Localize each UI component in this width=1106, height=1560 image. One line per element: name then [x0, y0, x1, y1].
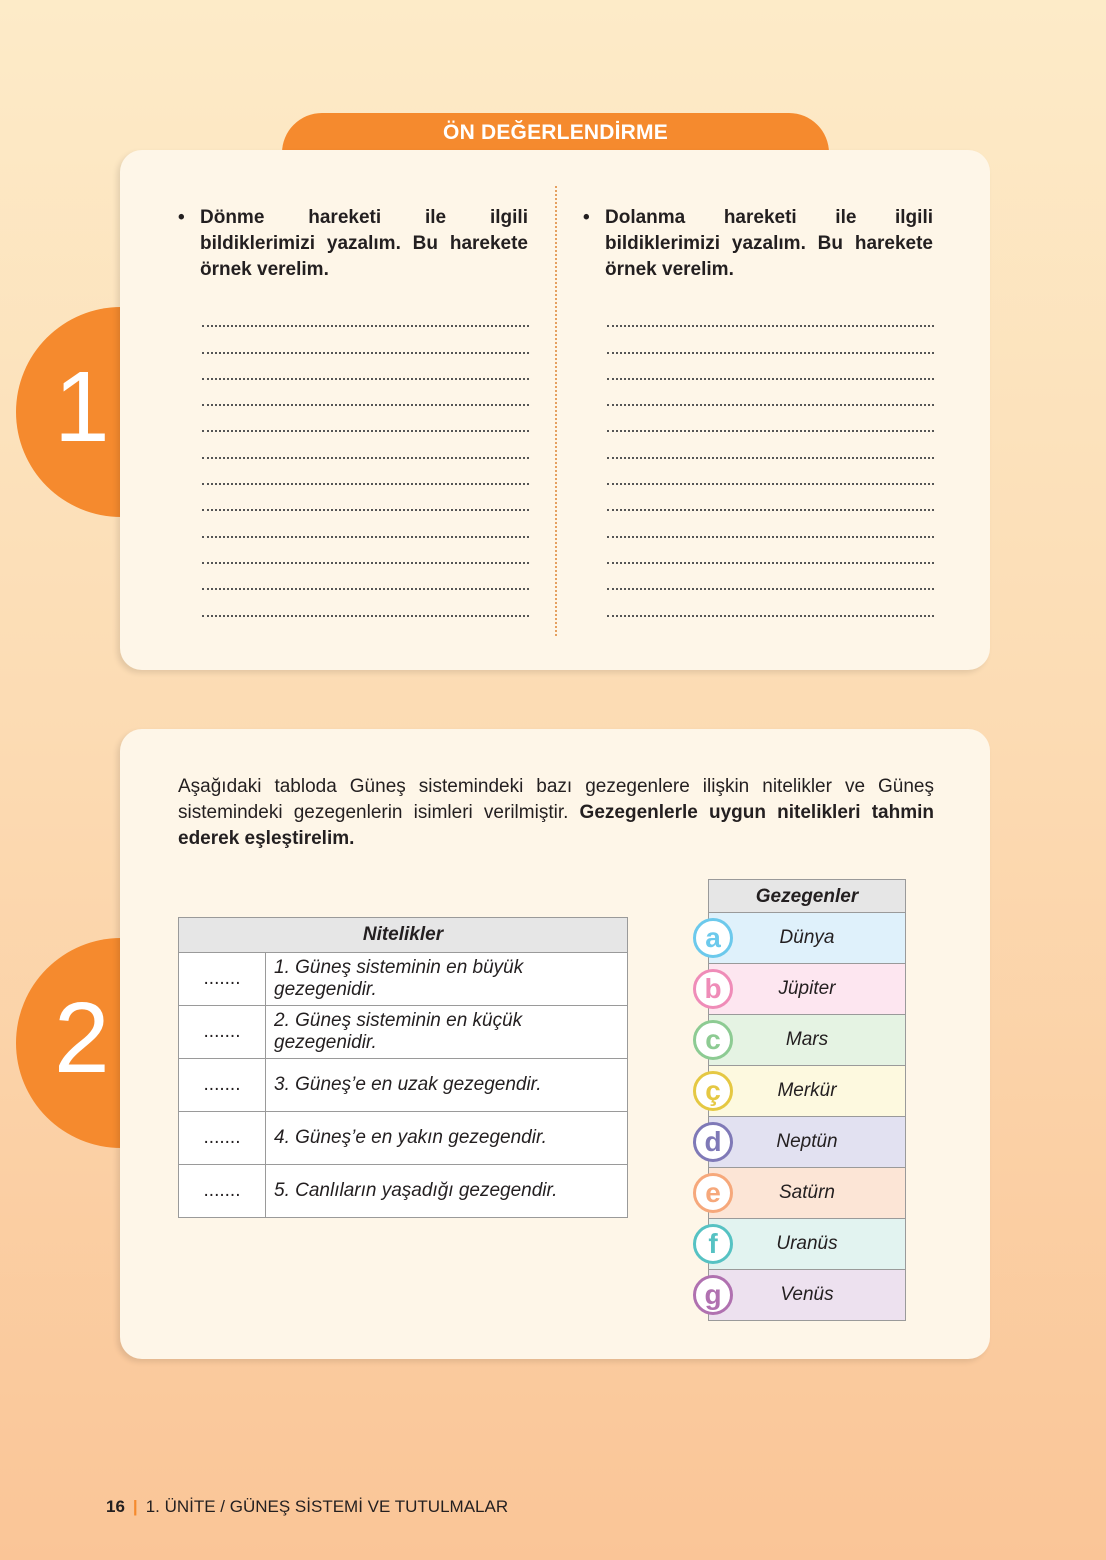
trait-row: [179, 953, 628, 1006]
planet-row: [705, 913, 906, 964]
answer-line[interactable]: [202, 485, 529, 511]
planet-name: Venüs: [780, 1284, 834, 1305]
answer-line[interactable]: [202, 327, 529, 353]
revolution-prompt: • Dolanma hareketi ile ilgili bildiklerimizi yazalım. Bu harekete örnek verelim.: [583, 205, 933, 283]
answer-blank[interactable]: .......: [179, 1006, 266, 1059]
planets-table: [704, 879, 906, 1321]
answer-line[interactable]: [202, 564, 529, 590]
trait-row: [179, 1112, 628, 1165]
planet-name: Jüpiter: [778, 978, 836, 999]
matching-card: [120, 729, 990, 1359]
trait-text: 1. Güneş sisteminin en büyük gezegenidir.: [266, 953, 628, 1006]
answer-line[interactable]: [607, 590, 934, 616]
page-number: 16: [106, 1497, 125, 1516]
planet-letter-badge: ç: [693, 1071, 733, 1111]
trait-text: 3. Güneş’e en uzak gezegendir.: [266, 1059, 628, 1112]
answer-lines[interactable]: [607, 301, 934, 617]
planets-header: Gezegenler: [708, 879, 906, 913]
planet-row: [704, 1117, 906, 1168]
planet-row: [704, 964, 906, 1015]
answer-line[interactable]: [607, 432, 934, 458]
planet-letter-badge: g: [693, 1275, 733, 1315]
answer-line[interactable]: [607, 564, 934, 590]
footer-separator: |: [132, 1497, 138, 1516]
trait-row: [179, 1059, 628, 1112]
unit-title: 1. ÜNİTE / GÜNEŞ SİSTEMİ VE TUTULMALAR: [145, 1497, 509, 1516]
planet-row: [705, 1015, 906, 1066]
answer-blank[interactable]: .......: [179, 1059, 266, 1112]
answer-line[interactable]: [607, 354, 934, 380]
answer-line[interactable]: [202, 432, 529, 458]
answer-line[interactable]: [202, 301, 529, 327]
answer-line[interactable]: [607, 485, 934, 511]
answer-blank[interactable]: .......: [179, 1165, 266, 1218]
trait-row: [179, 1165, 628, 1218]
column-divider: [555, 186, 557, 636]
planet-row: [704, 1270, 906, 1321]
revolution-column: [583, 205, 933, 617]
answer-line[interactable]: [202, 354, 529, 380]
answer-line[interactable]: [607, 511, 934, 537]
answer-blank[interactable]: .......: [179, 1112, 266, 1165]
planet-letter-badge: d: [693, 1122, 733, 1162]
planet-name: Satürn: [779, 1182, 835, 1203]
planet-row: [705, 1066, 906, 1117]
page-footer: [106, 1497, 508, 1517]
planet-letter-badge: e: [693, 1173, 733, 1213]
planet-letter-badge: b: [693, 969, 733, 1009]
planet-letter-badge: a: [693, 918, 733, 958]
answer-line[interactable]: [607, 538, 934, 564]
section-number: 1: [54, 351, 110, 463]
planet-name: Dünya: [779, 927, 835, 948]
planet-letter-badge: f: [693, 1224, 733, 1264]
answer-line[interactable]: [202, 406, 529, 432]
answer-line[interactable]: [607, 327, 934, 353]
answer-line[interactable]: [202, 538, 529, 564]
planet-row: [708, 1219, 906, 1270]
traits-table: [178, 917, 628, 1218]
answer-line[interactable]: [607, 301, 934, 327]
planet-name: Merkür: [777, 1080, 837, 1101]
planet-name: Neptün: [776, 1131, 838, 1152]
trait-row: [179, 1006, 628, 1059]
trait-text: 4. Güneş’e en yakın gezegendir.: [266, 1112, 628, 1165]
answer-line[interactable]: [607, 459, 934, 485]
traits-header: Nitelikler: [179, 918, 628, 953]
answer-lines[interactable]: [202, 301, 529, 617]
answer-line[interactable]: [202, 459, 529, 485]
instructions: Aşağıdaki tabloda Güneş sistemindeki bazı gezegenlere ilişkin nitelikler ve Güneş sistemindeki gezegenlerin isimleri verilmiştir. Gezegenlerle uygun nitelikleri tahmin ederek eşleştirelim.: [178, 776, 934, 849]
answer-line[interactable]: [607, 380, 934, 406]
trait-text: 5. Canlıların yaşadığı gezegendir.: [266, 1165, 628, 1218]
section-number: 2: [54, 982, 110, 1094]
section-title: ÖN DEĞERLENDİRME: [443, 121, 668, 144]
answer-line[interactable]: [607, 406, 934, 432]
answer-blank[interactable]: .......: [179, 953, 266, 1006]
rotation-column: [178, 205, 528, 617]
trait-text: 2. Güneş sisteminin en küçük gezegenidir.: [266, 1006, 628, 1059]
planet-name: Uranüs: [776, 1233, 838, 1254]
planet-name: Mars: [785, 1029, 829, 1050]
answer-line[interactable]: [202, 511, 529, 537]
rotation-prompt: • Dönme hareketi ile ilgili bildiklerimizi yazalım. Bu harekete örnek verelim.: [178, 205, 528, 283]
planet-letter-badge: c: [693, 1020, 733, 1060]
planet-row: [705, 1168, 906, 1219]
pre-assessment-card: [120, 150, 990, 670]
answer-line[interactable]: [202, 380, 529, 406]
answer-line[interactable]: [202, 590, 529, 616]
